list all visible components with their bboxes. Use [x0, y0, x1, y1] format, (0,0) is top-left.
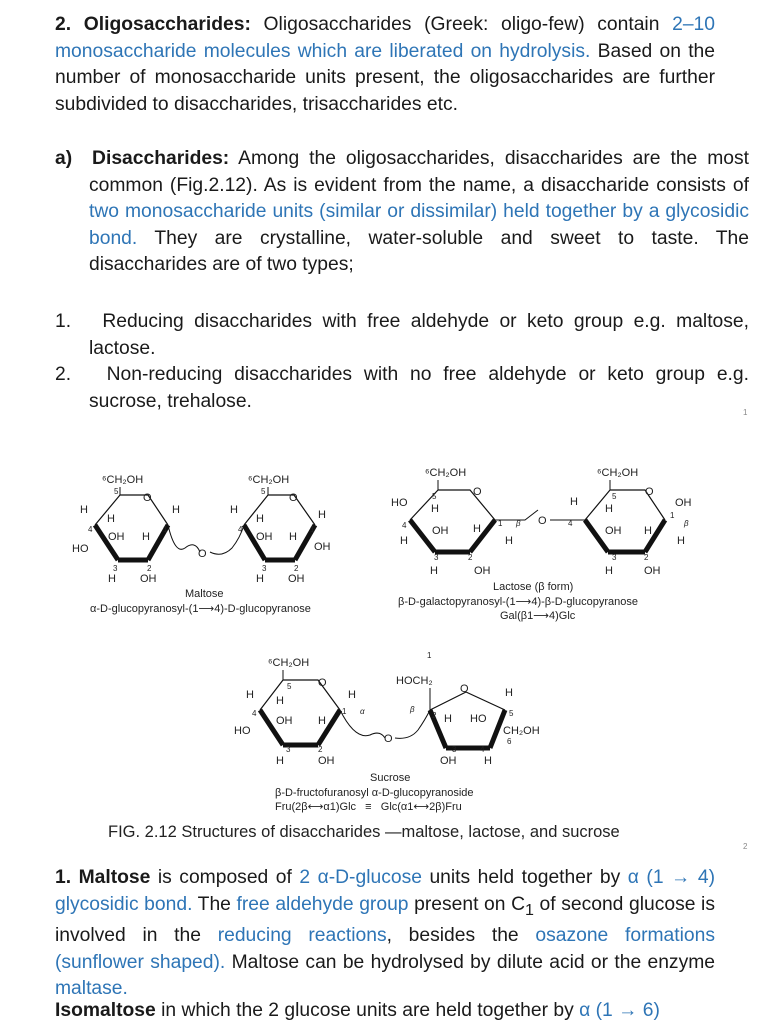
svg-text:1: 1 — [498, 519, 503, 528]
svg-text:HOCH₂: HOCH₂ — [396, 675, 433, 687]
svg-text:OH: OH — [432, 525, 449, 537]
maltose-name: Maltose — [185, 588, 224, 600]
svg-text:OH: OH — [474, 565, 491, 577]
svg-text:4: 4 — [238, 525, 243, 534]
svg-text:O: O — [143, 492, 152, 504]
svg-text:⁶CH₂OH: ⁶CH₂OH — [597, 467, 639, 479]
svg-text:OH: OH — [675, 497, 692, 509]
svg-text:5: 5 — [261, 487, 266, 496]
svg-text:H: H — [246, 689, 254, 701]
svg-text:4: 4 — [88, 525, 93, 534]
svg-text:OH: OH — [108, 531, 125, 543]
lactose-ring-2 — [550, 467, 692, 577]
page-marker: 1 — [743, 408, 748, 417]
svg-text:H: H — [230, 504, 238, 516]
svg-text:OH: OH — [140, 573, 157, 585]
svg-text:1: 1 — [163, 525, 168, 534]
sucrose-glucose-ring — [234, 657, 393, 767]
svg-text:H: H — [108, 573, 116, 585]
svg-text:1: 1 — [670, 511, 675, 520]
svg-text:H: H — [644, 525, 652, 537]
svg-text:5: 5 — [287, 682, 292, 691]
svg-text:3: 3 — [262, 564, 267, 573]
svg-text:O: O — [289, 492, 298, 504]
svg-text:3: 3 — [113, 564, 118, 573]
svg-text:H: H — [484, 755, 492, 767]
svg-text:H: H — [289, 531, 297, 543]
svg-text:3: 3 — [286, 745, 291, 754]
svg-text:5: 5 — [509, 709, 514, 718]
svg-text:H: H — [444, 713, 452, 725]
isomaltose-heading: Isomaltose — [55, 1000, 156, 1021]
svg-text:β: β — [516, 519, 521, 528]
svg-text:2: 2 — [468, 553, 473, 562]
sucrose-fructose-ring — [395, 651, 540, 767]
svg-text:O: O — [473, 486, 482, 498]
lactose-ring-1 — [391, 467, 547, 577]
svg-text:2: 2 — [644, 553, 649, 562]
svg-text:H: H — [256, 513, 264, 525]
svg-text:OH: OH — [440, 755, 457, 767]
svg-text:HO: HO — [72, 543, 89, 555]
svg-text:6: 6 — [507, 737, 512, 746]
figure-caption: FIG. 2.12 Structures of disaccharides —maltose, lactose, and sucrose — [108, 823, 620, 841]
svg-text:H: H — [605, 565, 613, 577]
svg-text:H: H — [172, 504, 180, 516]
oligosaccharides-paragraph: 2. Oligosaccharides: Oligosaccharides (Greek: oligo-few) contain 2–10 monosaccharide molecules which are liberated on hydrolysis. Based on the number of monosaccharide units present, the oligosaccharides are further subdivided to disaccharides, trisaccharides etc. — [55, 14, 715, 115]
maltose-ring-2 — [210, 474, 331, 585]
svg-text:H: H — [256, 573, 264, 585]
svg-text:O: O — [645, 486, 654, 498]
svg-text:2: 2 — [432, 711, 437, 720]
svg-text:⁶CH₂OH: ⁶CH₂OH — [102, 474, 144, 486]
svg-text:1: 1 — [310, 525, 315, 534]
svg-text:OH: OH — [288, 573, 305, 585]
svg-text:H: H — [430, 565, 438, 577]
svg-text:CH₂OH: CH₂OH — [503, 725, 540, 737]
svg-text:OH: OH — [314, 541, 331, 553]
svg-text:3: 3 — [452, 745, 457, 754]
svg-text:H: H — [80, 504, 88, 516]
sucrose-iupac: β-D-fructofuranosyl α-D-glucopyranoside — [275, 787, 474, 799]
svg-text:H: H — [348, 689, 356, 701]
maltose-heading: 1. Maltose — [55, 867, 151, 888]
svg-text:HO: HO — [391, 497, 408, 509]
svg-text:H: H — [505, 687, 513, 699]
list-item: 1. Reducing disaccharides with free aldehyde or keto group e.g. maltose, lactose. — [55, 311, 750, 359]
lactose-short: Gal(β1⟶4)Glc — [500, 610, 576, 622]
svg-text:4: 4 — [568, 519, 573, 528]
svg-text:3: 3 — [434, 553, 439, 562]
list-item: 2. Non-reducing disaccharides with no free aldehyde or keto group e.g. sucrose, trehalose. — [55, 364, 749, 412]
svg-text:3: 3 — [612, 553, 617, 562]
svg-text:H: H — [318, 509, 326, 521]
svg-text:H: H — [400, 535, 408, 547]
svg-text:H: H — [318, 715, 326, 727]
svg-text:OH: OH — [318, 755, 335, 767]
isomaltose-paragraph: Isomaltose in which the 2 glucose units are held together by α (1 → 6) — [55, 1000, 660, 1021]
svg-text:HO: HO — [470, 713, 487, 725]
svg-text:α: α — [360, 707, 365, 716]
svg-text:β: β — [684, 519, 689, 528]
svg-text:2: 2 — [294, 564, 299, 573]
svg-text:OH: OH — [605, 525, 622, 537]
svg-text:β: β — [410, 705, 415, 714]
lactose-iupac: β-D-galactopyranosyl-(1⟶4)-β-D-glucopyranose — [398, 596, 638, 608]
svg-text:O: O — [538, 515, 547, 527]
svg-text:4: 4 — [252, 709, 257, 718]
maltose-paragraph: 1. Maltose is composed of 2 α-D-glucose units held together by α (1 → 4) glycosidic bond. The free aldehyde group present on $C_1$ of second glucose is involved in the reducing reactions, besides the osazone formations (sunflower shaped). Maltose can be hydrolysed by dilute acid or the enzyme maltase. — [55, 867, 715, 1000]
svg-text:1: 1 — [342, 707, 347, 716]
oligosaccharides-heading: 2. Oligosaccharides: — [55, 14, 251, 35]
svg-text:H: H — [677, 535, 685, 547]
svg-text:⁶CH₂OH: ⁶CH₂OH — [248, 474, 290, 486]
disaccharide-structures-figure — [0, 440, 768, 850]
svg-text:⁶CH₂OH: ⁶CH₂OH — [425, 467, 467, 479]
svg-text:O: O — [318, 677, 327, 689]
maltose-iupac: α-D-glucopyranosyl-(1⟶4)-D-glucopyranose — [90, 603, 311, 615]
svg-text:H: H — [276, 755, 284, 767]
svg-text:HO: HO — [234, 725, 251, 737]
svg-text:O: O — [384, 733, 393, 745]
svg-text:4: 4 — [480, 745, 485, 754]
svg-text:O: O — [198, 548, 207, 560]
svg-text:OH: OH — [256, 531, 273, 543]
svg-text:1: 1 — [427, 651, 432, 660]
svg-text:H: H — [505, 535, 513, 547]
svg-text:5: 5 — [612, 492, 617, 501]
svg-text:2: 2 — [318, 745, 323, 754]
svg-text:O: O — [460, 683, 469, 695]
lactose-name: Lactose (β form) — [493, 581, 574, 593]
page-marker: 2 — [743, 842, 748, 851]
svg-text:H: H — [473, 523, 481, 535]
svg-text:H: H — [142, 531, 150, 543]
svg-text:H: H — [605, 503, 613, 515]
svg-text:5: 5 — [114, 487, 119, 496]
maltose-ring-1 — [72, 474, 207, 585]
svg-text:4: 4 — [402, 521, 407, 530]
svg-text:H: H — [276, 695, 284, 707]
svg-text:H: H — [431, 503, 439, 515]
svg-text:5: 5 — [432, 492, 437, 501]
svg-text:OH: OH — [644, 565, 661, 577]
svg-text:H: H — [570, 496, 578, 508]
svg-text:2: 2 — [147, 564, 152, 573]
svg-text:⁶CH₂OH: ⁶CH₂OH — [268, 657, 310, 669]
disaccharides-paragraph: a) Disaccharides: Among the oligosaccharides, disaccharides are the most common (Fig.2.12). As is evident from the name, a disaccharide consists of two monosaccharide units (similar or dissimilar) held together by a glycosidic bond. They are crystalline, water-soluble and sweet to taste. The disaccharides are of two types; — [55, 148, 749, 276]
sucrose-name: Sucrose — [370, 772, 411, 784]
svg-text:OH: OH — [276, 715, 293, 727]
sucrose-short: Fru(2β⟷α1)Glc ≡ Glc(α1⟷2β)Fru — [275, 801, 462, 813]
svg-text:H: H — [107, 513, 115, 525]
disaccharides-heading: Disaccharides: — [92, 148, 230, 169]
